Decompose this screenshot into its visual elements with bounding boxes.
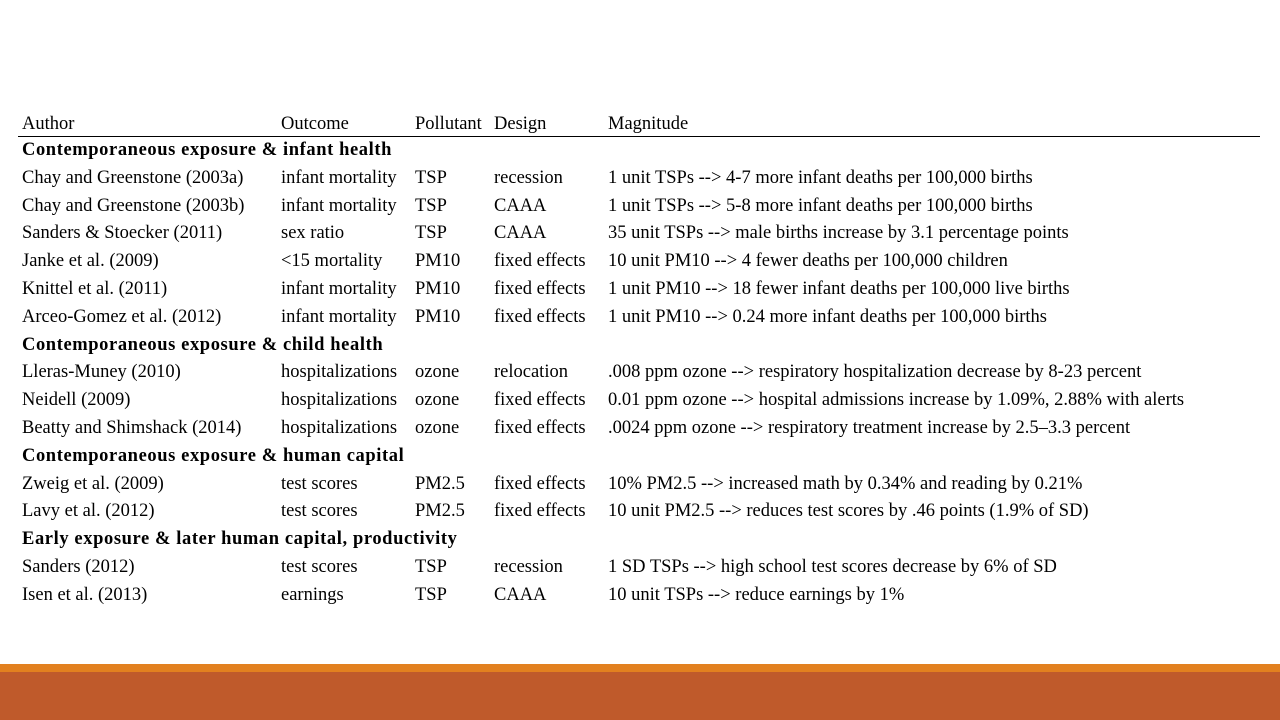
cell-outcome: infant mortality	[281, 278, 397, 299]
header-divider	[18, 136, 1260, 137]
table-row	[22, 248, 1194, 276]
header-magnitude: Magnitude	[608, 114, 689, 134]
section-row	[22, 526, 1194, 554]
cell-pollutant: TSP	[415, 556, 447, 577]
cell-outcome: hospitalizations	[281, 390, 398, 411]
cell-author: Arceo-Gomez et al. (2012)	[22, 306, 222, 327]
cell-design: fixed effects	[494, 278, 586, 299]
section-row	[22, 332, 1194, 360]
cell-pollutant: PM2.5	[415, 473, 465, 494]
table-header-row	[22, 112, 1194, 137]
cell-author: Sanders & Stoecker (2011)	[22, 223, 223, 244]
cell-outcome: infant mortality	[281, 306, 397, 327]
table-row	[22, 415, 1194, 443]
cell-magnitude: .0024 ppm ozone --> respiratory treatment increase by 2.5–3.3 percent	[608, 417, 1131, 438]
cell-pollutant: TSP	[415, 223, 447, 244]
cell-magnitude: 0.01 ppm ozone --> hospital admissions increase by 1.09%, 2.88% with alerts	[608, 390, 1185, 411]
cell-author: Sanders (2012)	[22, 556, 135, 577]
table-row	[22, 220, 1194, 248]
cell-author: Lleras-Muney (2010)	[22, 362, 181, 383]
cell-outcome: infant mortality	[281, 167, 397, 188]
cell-design: fixed effects	[494, 501, 586, 522]
cell-design: CAAA	[494, 195, 547, 216]
cell-pollutant: ozone	[415, 417, 460, 438]
cell-author: Beatty and Shimshack (2014)	[22, 417, 242, 438]
cell-pollutant: PM10	[415, 278, 461, 299]
table-row	[22, 554, 1194, 582]
cell-design: fixed effects	[494, 417, 586, 438]
cell-pollutant: TSP	[415, 584, 447, 605]
cell-design: recession	[494, 167, 563, 188]
section-title: Contemporaneous exposure & child health	[22, 334, 384, 355]
cell-outcome: test scores	[281, 473, 358, 494]
cell-author: Zweig et al. (2009)	[22, 473, 164, 494]
cell-magnitude: 10 unit TSPs --> reduce earnings by 1%	[608, 584, 905, 605]
cell-pollutant: ozone	[415, 390, 460, 411]
cell-outcome: sex ratio	[281, 223, 345, 244]
cell-design: CAAA	[494, 584, 547, 605]
cell-magnitude: 10 unit PM10 --> 4 fewer deaths per 100,000 children	[608, 251, 1008, 272]
table-row	[22, 582, 1194, 610]
cell-magnitude: 1 SD TSPs --> high school test scores decrease by 6% of SD	[608, 556, 1057, 577]
table-row	[22, 498, 1194, 526]
cell-magnitude: 35 unit TSPs --> male births increase by 3.1 percentage points	[608, 223, 1069, 244]
cell-design: fixed effects	[494, 473, 586, 494]
cell-outcome: <15 mortality	[281, 251, 383, 272]
cell-magnitude: 1 unit TSPs --> 4-7 more infant deaths per 100,000 births	[608, 167, 1033, 188]
section-title: Early exposure & later human capital, productivity	[22, 529, 458, 550]
table-container	[22, 112, 1262, 610]
cell-design: fixed effects	[494, 251, 586, 272]
cell-pollutant: PM10	[415, 251, 461, 272]
footer-accent-bar	[0, 664, 1280, 672]
cell-outcome: earnings	[281, 584, 344, 605]
cell-design: relocation	[494, 362, 568, 383]
cell-outcome: hospitalizations	[281, 417, 398, 438]
cell-design: CAAA	[494, 223, 547, 244]
cell-outcome: infant mortality	[281, 195, 397, 216]
cell-author: Neidell (2009)	[22, 390, 131, 411]
footer-bar	[0, 672, 1280, 720]
table-row	[22, 471, 1194, 499]
cell-author: Knittel et al. (2011)	[22, 278, 168, 299]
section-title: Contemporaneous exposure & infant health	[22, 140, 393, 160]
cell-pollutant: ozone	[415, 362, 460, 383]
table-body	[22, 137, 1194, 610]
cell-magnitude: 1 unit PM10 --> 0.24 more infant deaths per 100,000 births	[608, 306, 1047, 327]
table-row	[22, 387, 1194, 415]
table-row	[22, 193, 1194, 221]
cell-pollutant: PM10	[415, 306, 461, 327]
cell-pollutant: TSP	[415, 167, 447, 188]
cell-author: Chay and Greenstone (2003b)	[22, 195, 245, 216]
cell-magnitude: 1 unit TSPs --> 5-8 more infant deaths per 100,000 births	[608, 195, 1033, 216]
cell-outcome: test scores	[281, 556, 358, 577]
cell-design: fixed effects	[494, 390, 586, 411]
cell-author: Isen et al. (2013)	[22, 584, 148, 605]
header-design: Design	[494, 114, 547, 134]
header-author: Author	[22, 114, 75, 134]
cell-magnitude: 10% PM2.5 --> increased math by 0.34% and reading by 0.21%	[608, 473, 1083, 494]
cell-magnitude: .008 ppm ozone --> respiratory hospitalization decrease by 8-23 percent	[608, 362, 1142, 383]
section-row	[22, 137, 1194, 165]
header-outcome: Outcome	[281, 114, 349, 134]
literature-table	[22, 112, 1194, 610]
table-row	[22, 359, 1194, 387]
table-row	[22, 304, 1194, 332]
cell-outcome: test scores	[281, 501, 358, 522]
cell-author: Janke et al. (2009)	[22, 251, 159, 272]
section-row	[22, 443, 1194, 471]
cell-design: fixed effects	[494, 306, 586, 327]
cell-design: recession	[494, 556, 563, 577]
table-row	[22, 165, 1194, 193]
cell-pollutant: PM2.5	[415, 501, 465, 522]
cell-author: Chay and Greenstone (2003a)	[22, 167, 244, 188]
cell-magnitude: 10 unit PM2.5 --> reduces test scores by .46 points (1.9% of SD)	[608, 501, 1089, 522]
table-row	[22, 276, 1194, 304]
cell-magnitude: 1 unit PM10 --> 18 fewer infant deaths per 100,000 live births	[608, 278, 1070, 299]
header-pollutant: Pollutant	[415, 114, 482, 134]
cell-outcome: hospitalizations	[281, 362, 398, 383]
cell-pollutant: TSP	[415, 195, 447, 216]
section-title: Contemporaneous exposure & human capital	[22, 445, 405, 466]
cell-author: Lavy et al. (2012)	[22, 501, 155, 522]
